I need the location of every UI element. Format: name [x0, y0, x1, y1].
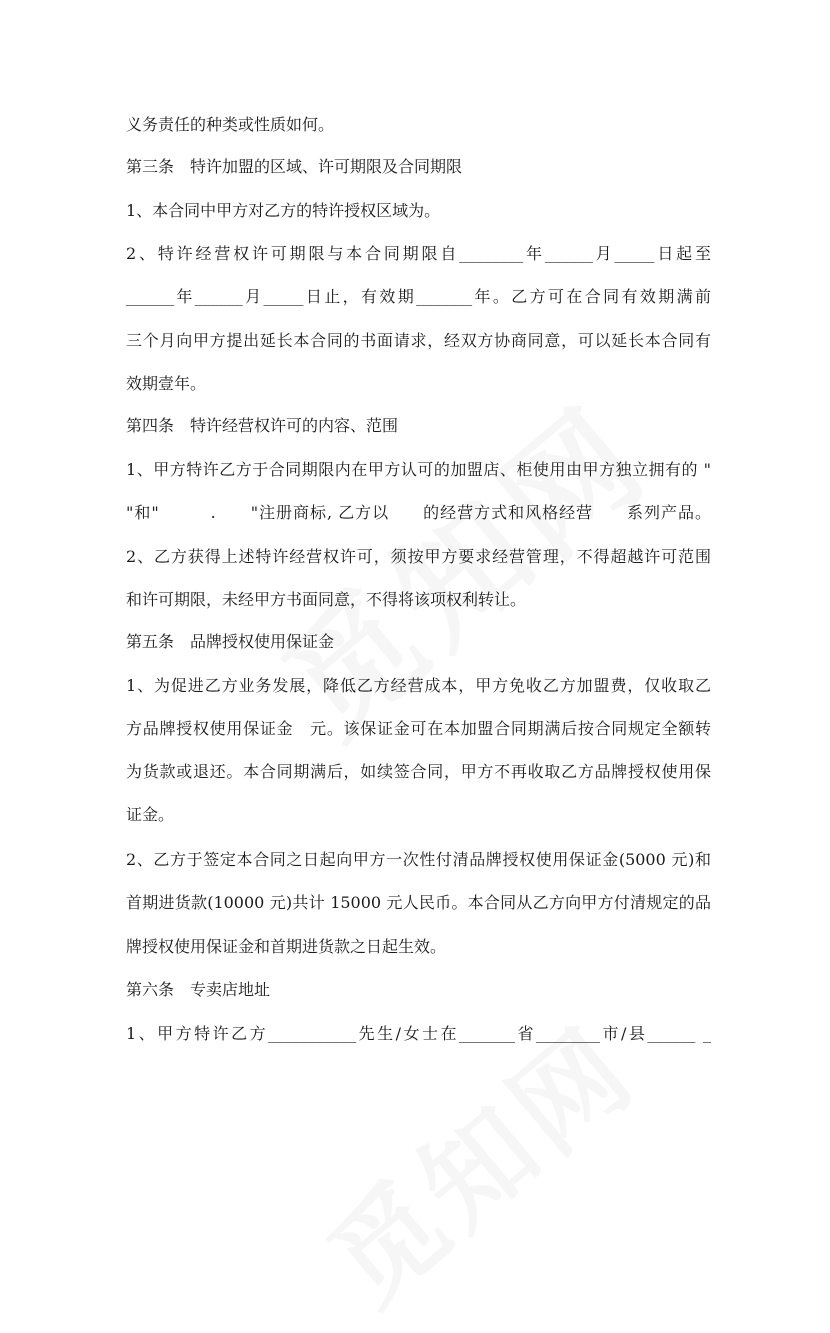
article-4-clause-1-line-1: 1、甲方特许乙方于合同期限内在甲方认可的加盟店、柜使用由甲方独立拥有的 ": [126, 460, 711, 479]
article-3-clause-2-line-3: 三个月向甲方提出延长本合同的书面请求，经双方协商同意，可以延长本合同有: [126, 331, 711, 350]
article-5-clause-1-line-2: 方品牌授权使用保证金 元。该保证金可在本加盟合同期满后按合同规定全额转: [126, 719, 711, 738]
text-line-continuation: 义务责任的种类或性质如何。: [126, 115, 335, 134]
article-3-clause-2-line-1: 2、特许经营权许可期限与本合同期限自________年______月_____日起至: [126, 244, 711, 263]
article-4-clause-1-line-2: "和" . "注册商标, 乙方以 的经营方式和风格经营 系列产品。: [126, 503, 711, 522]
article-4-clause-2-line-1: 2、乙方获得上述特许经营权许可，须按甲方要求经营管理，不得超越许可范围: [126, 547, 711, 566]
article-3-clause-2-line-4: 效期壹年。: [126, 374, 207, 393]
article-4-clause-2-line-2: 和许可期限，未经甲方书面同意，不得将该项权利转让。: [126, 590, 527, 609]
article-5-clause-2-line-1: 2、乙方于签定本合同之日起向甲方一次性付清品牌授权使用保证金(5000 元)和: [126, 850, 711, 869]
article-4-heading: 第四条 特许经营权许可的内容、范围: [126, 416, 399, 435]
article-5-clause-2-line-2: 首期进货款(10000 元)共计 15000 元人民币。本合同从乙方向甲方付清规定的品: [126, 893, 711, 912]
article-3-heading: 第三条 特许加盟的区域、许可期限及合同期限: [126, 157, 463, 176]
article-3-clause-2-line-2: ______年______月_____日止，有效期_______年。乙方可在合同有效期满前: [126, 287, 711, 306]
article-5-clause-2-line-3: 牌授权使用保证金和首期进货款之日起生效。: [126, 937, 447, 956]
article-6-heading: 第六条 专卖店地址: [126, 980, 271, 999]
article-5-clause-1-line-1: 1、为促进乙方业务发展，降低乙方经营成本，甲方免收乙方加盟费，仅收取乙: [126, 676, 711, 695]
article-6-clause-1-line-1: 1、甲方特许乙方___________先生/女士在_______省________市/县______ _: [126, 1024, 711, 1043]
article-5-clause-1-line-3: 为货款或退还。本合同期满后，如续签合同，甲方不再收取乙方品牌授权使用保: [126, 762, 711, 781]
article-5-heading: 第五条 品牌授权使用保证金: [126, 632, 335, 651]
article-3-clause-1: 1、本合同中甲方对乙方的特许授权区域为。: [126, 201, 441, 220]
article-5-clause-1-line-4: 证金。: [126, 805, 175, 824]
